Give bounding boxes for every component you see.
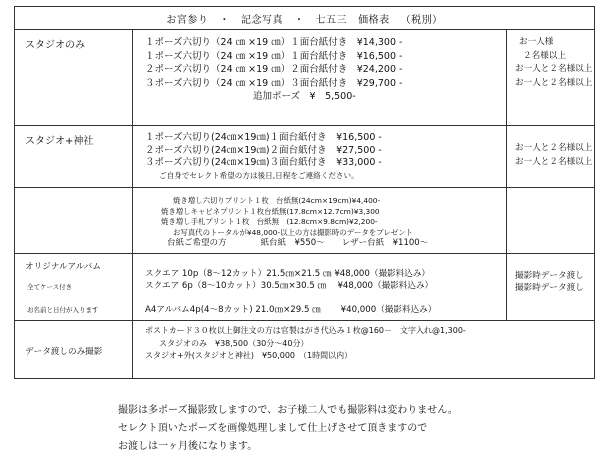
album-line: スクエア 6p（8～10カット）30.5㎝×30.5 ㎝ ¥48,000（撮影料込み） [145, 281, 434, 291]
data-only-label: データ渡しのみ撮影 [25, 347, 103, 357]
title-part-5: （税別） [400, 14, 443, 26]
footer-notes [118, 402, 458, 456]
price-line: ３ポーズ六切り（24 ㎝ ×19 ㎝）３面台紙付き ¥29,700 - [145, 77, 403, 89]
studio-only-category [15, 30, 133, 126]
album-row [15, 254, 595, 321]
album-category [15, 254, 133, 321]
title-separator: ・ [294, 14, 305, 26]
table-title [15, 7, 595, 30]
studio-only-notes [507, 30, 595, 126]
studio-only-label: スタジオのみ [25, 40, 85, 51]
footer-line: 撮影は多ポーズ撮影致しますので、お子様二人でも撮影料は変わりません。 [118, 405, 458, 416]
mount-option-line: 台紙ご希望の方 紙台紙 ¥550～ レザー台紙 ¥1100～ [167, 238, 429, 248]
price-table [14, 6, 595, 379]
price-line: １ポーズ六切り（24 ㎝ ×19 ㎝）１面台紙付き ¥14,300 - [145, 37, 403, 48]
note-line: 撮影時データ渡し [515, 271, 584, 281]
data-only-category [15, 321, 133, 379]
print-line: 焼き増し手札プリント１枚 台紙無 (12.8cm×9.8cm)¥2,200- [161, 217, 378, 226]
note-line: お一人と２名様以上 [515, 156, 593, 167]
price-line: １ポーズ六切り(24㎝×19㎝)１面台紙付き ¥16,500 - [145, 132, 382, 143]
data-price-line: スタジオ+外(スタジオと神社) ¥50,000 （1時間以内） [145, 351, 353, 360]
album-prices [133, 254, 507, 321]
title-part-2: 記念写真 [240, 14, 283, 26]
note-line: ２名様以上 [523, 50, 566, 61]
note-line: お一人様 [519, 37, 554, 47]
price-line: ２ポーズ六切り（24 ㎝ ×19 ㎝）２面台紙付き ¥24,200 - [145, 64, 403, 75]
studio-shrine-notes [507, 126, 595, 188]
album-name-note: お名前と日付が入ります [27, 306, 99, 314]
postcard-line: ポストカード３０枚以上御注文の方は官製はがき代込み１枚@160－ 文字入れ@1,300- [145, 326, 466, 335]
title-part-3: 七五三 [315, 14, 348, 26]
studio-shrine-prices [133, 126, 507, 188]
album-case-note: 全てケース付き [27, 283, 73, 291]
selection-note: ご自身でセレクト希望の方は後日,日程をご連絡ください。 [159, 170, 359, 180]
footer-line: セレクト頂いたポーズを画像処理しまして仕上げさせて頂きますので [118, 423, 428, 434]
album-label: オリジナルアルバム [25, 262, 101, 272]
footer-line: お渡しは一ヶ月後になります。 [118, 441, 258, 452]
title-part-1: お宮参り [166, 14, 209, 26]
extra-prints-details [133, 188, 507, 254]
data-gift-line: お写真代のトータルが¥48,000-以上の方は撮影時のデータをプレゼント [173, 227, 413, 237]
album-line: スクエア 10p（8～12カット）21.5㎝×21.5 ㎝ ¥48,000（撮影料込み） [145, 269, 431, 279]
title-part-4: 価格表 [358, 14, 390, 26]
studio-only-prices [133, 30, 507, 126]
album-notes [507, 254, 595, 321]
studio-only-row [15, 30, 595, 126]
additional-pose-line: 追加ポーズ ¥ 5,500- [253, 91, 356, 102]
note-line: お一人と２名様以上 [515, 77, 593, 88]
extra-prints-notes [507, 188, 595, 254]
price-line: ３ポーズ六切り(24㎝×19㎝)３面台紙付き ¥33,000 - [145, 157, 382, 168]
extra-prints-row [15, 188, 595, 254]
extra-prints-category [15, 188, 133, 254]
data-only-details [133, 321, 595, 379]
table-header-row [15, 7, 595, 30]
data-only-row [15, 321, 595, 379]
price-line: １ポーズ六切り（24 ㎝ ×19 ㎝）１面台紙付き ¥16,500 - [145, 50, 403, 62]
note-line: 撮影時データ渡し [515, 283, 584, 293]
data-price-line: スタジオのみ ¥38,500（30分～40分） [159, 338, 309, 348]
studio-shrine-category [15, 126, 133, 188]
studio-shrine-label: スタジオ+神社 [25, 136, 94, 147]
title-separator: ・ [219, 14, 230, 26]
print-line: 焼き増しキャビネプリント１枚台紙無(17.8cm×12.7cm)¥3,300 [161, 206, 380, 216]
album-line: A4アルバム4p(4～8カット) 21.0㎝×29.5 ㎝ ¥40,000（撮影料込み） [145, 305, 437, 315]
studio-shrine-row [15, 126, 595, 188]
print-line: 焼き増し六切りプリント１枚 台紙無(24cm×19cm)¥4,400- [173, 196, 381, 205]
note-line: お一人と２名様以上 [515, 64, 593, 74]
note-line: お一人と２名様以上 [515, 143, 593, 153]
price-line: ２ポーズ六切り(24㎝×19㎝)２面台紙付き ¥27,500 - [145, 144, 382, 156]
